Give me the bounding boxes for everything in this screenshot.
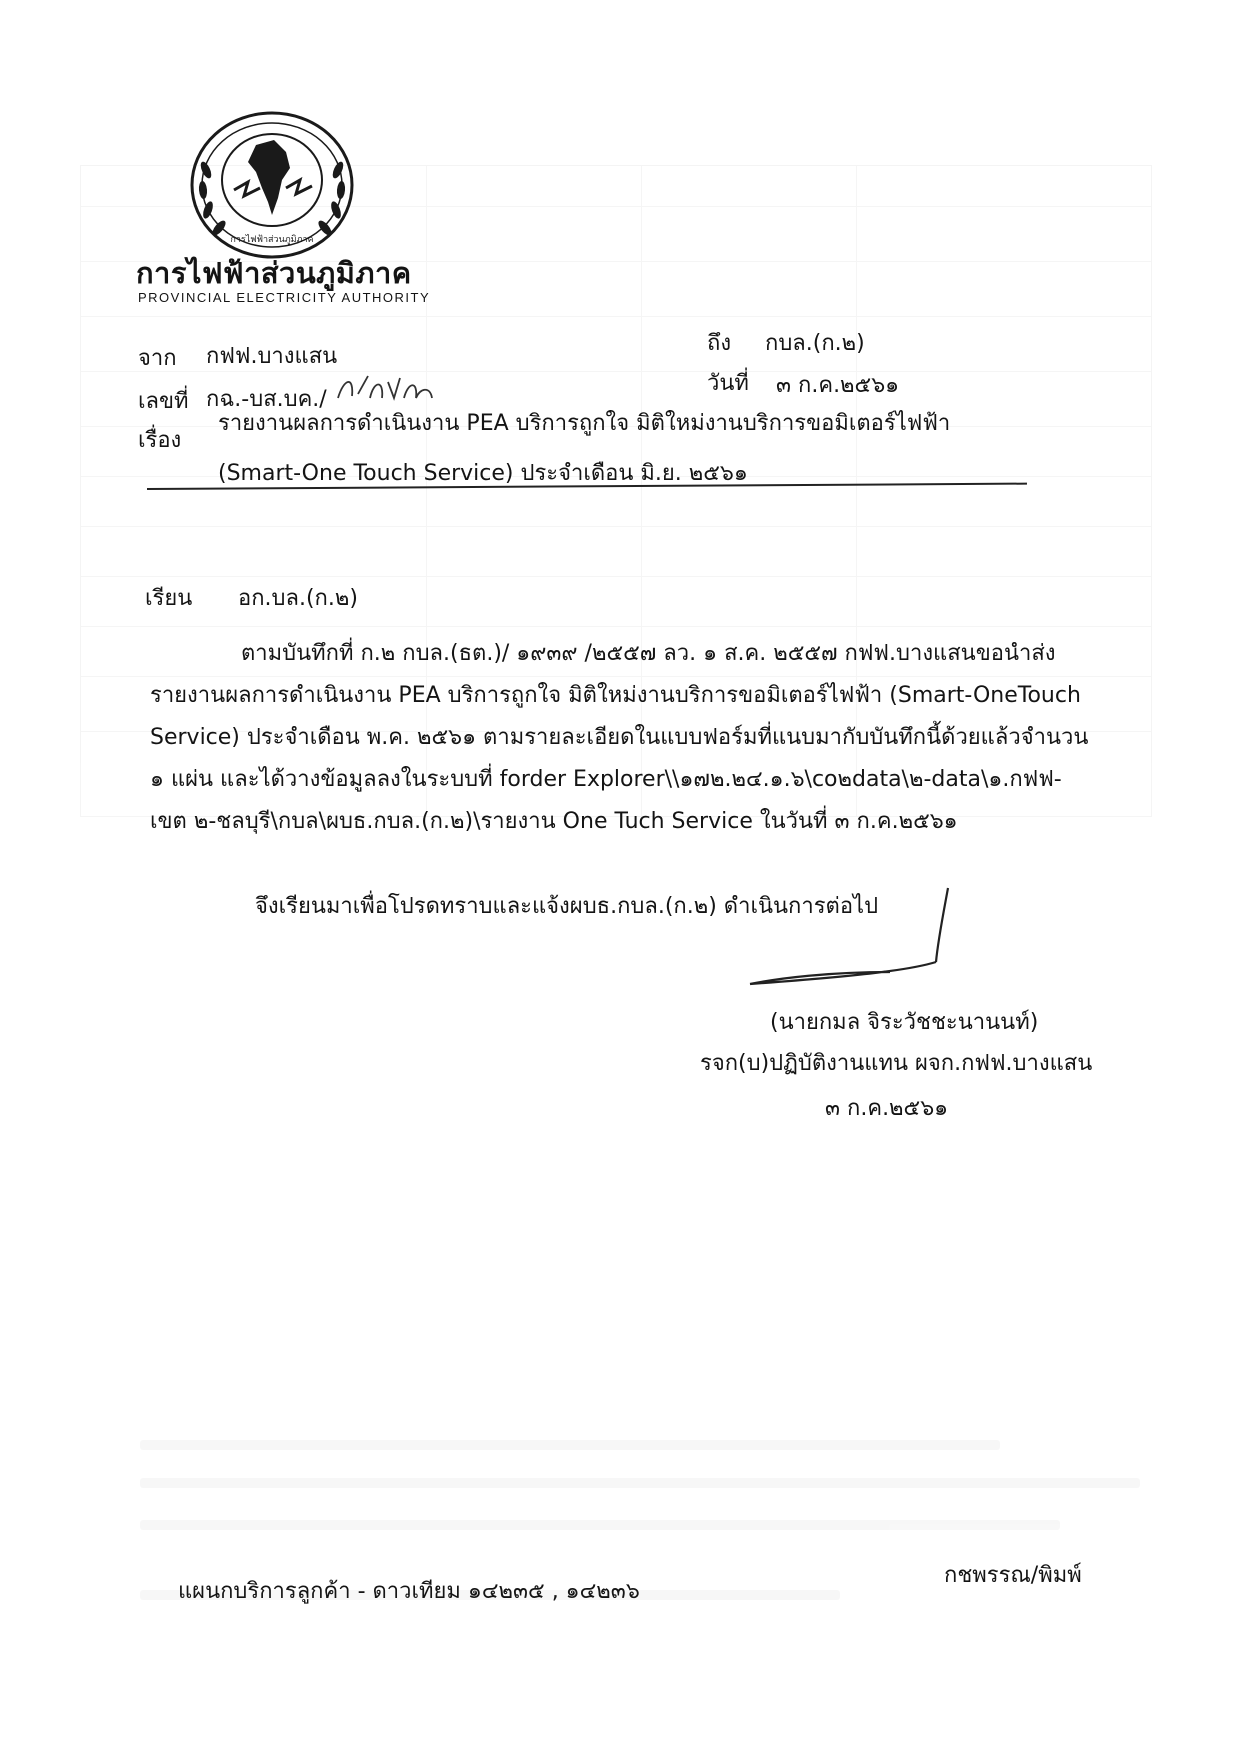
to-value: กบล.(ก.๒) — [765, 331, 865, 356]
signer-name: (นายกมล จิระวัชชะนานนท์) — [770, 1010, 1039, 1035]
pea-logo-seal — [186, 110, 358, 260]
typist-note: กชพรรณ/พิมพ์ — [944, 1563, 1082, 1588]
handwritten-number-icon — [334, 368, 439, 408]
signature-icon — [740, 880, 980, 990]
to-label: ถึง — [707, 331, 732, 356]
subject-label: เรื่อง — [138, 428, 182, 453]
body-line-2: รายงานผลการดำเนินงาน PEA บริการถูกใจ มิติใหม่งานบริการขอมิเตอร์ไฟฟ้า (Smart-OneTouch — [150, 683, 1081, 708]
number-label: เลขที่ — [138, 389, 189, 414]
date-value: ๓ ก.ค.๒๕๖๑ — [776, 373, 900, 398]
closing-sentence: จึงเรียนมาเพื่อโปรดทราบและแจ้งผบธ.กบล.(ก.๒) ดำเนินการต่อไป — [255, 894, 879, 919]
body-line-5: เขต ๒-ชลบุรี\กบล\ผบธ.กบล.(ก.๒)\รายงาน One Tuch Service ในวันที่ ๓ ก.ค.๒๕๖๑ — [150, 809, 958, 834]
department-contact: แผนกบริการลูกค้า - ดาวเทียม ๑๔๒๓๕ , ๑๔๒๓๖ — [178, 1579, 640, 1604]
salutation-label: เรียน — [145, 586, 193, 611]
signer-position: รจก(บ)ปฏิบัติงานแทน ผจก.กฟฟ.บางแสน — [700, 1051, 1093, 1076]
body-line-4: ๑ แผ่น และได้วางข้อมูลลงในระบบที่ forder Explorer\\๑๗๒.๒๔.๑.๖\co๒data\๒-data\๑.กฟฟ- — [150, 767, 1062, 792]
show-through-text — [140, 1440, 1190, 1640]
org-name-thai: การไฟฟ้าส่วนภูมิภาค — [136, 256, 412, 290]
number-value: กฉ.-บส.บค./ — [206, 387, 327, 412]
from-label: จาก — [138, 346, 177, 371]
from-value: กฟฟ.บางแสน — [206, 344, 338, 369]
body-line-3: Service) ประจำเดือน พ.ค. ๒๕๖๑ ตามรายละเอียดในแบบฟอร์มที่แนบมากับบันทึกนี้ด้วยแล้วจำนวน — [150, 725, 1089, 750]
subject-line-2: (Smart-One Touch Service) ประจำเดือน มิ.ย. ๒๕๖๑ — [218, 461, 748, 486]
signature-date: ๓ ก.ค.๒๕๖๑ — [825, 1096, 949, 1121]
svg-text:การไฟฟ้าส่วนภูมิภาค: การไฟฟ้าส่วนภูมิภาค — [230, 235, 314, 245]
date-label: วันที่ — [707, 371, 749, 396]
salutation-value: อก.บล.(ก.๒) — [238, 586, 358, 611]
subject-line-1: รายงานผลการดำเนินงาน PEA บริการถูกใจ มิติใหม่งานบริการขอมิเตอร์ไฟฟ้า — [218, 411, 951, 436]
body-line-1: ตามบันทึกที่ ก.๒ กบล.(ธต.)/ ๑๙๓๙ /๒๕๕๗ ลว. ๑ ส.ค. ๒๕๕๗ กฟฟ.บางแสนขอนำส่ง — [241, 641, 1056, 666]
org-name-english: PROVINCIAL ELECTRICITY AUTHORITY — [138, 290, 431, 305]
